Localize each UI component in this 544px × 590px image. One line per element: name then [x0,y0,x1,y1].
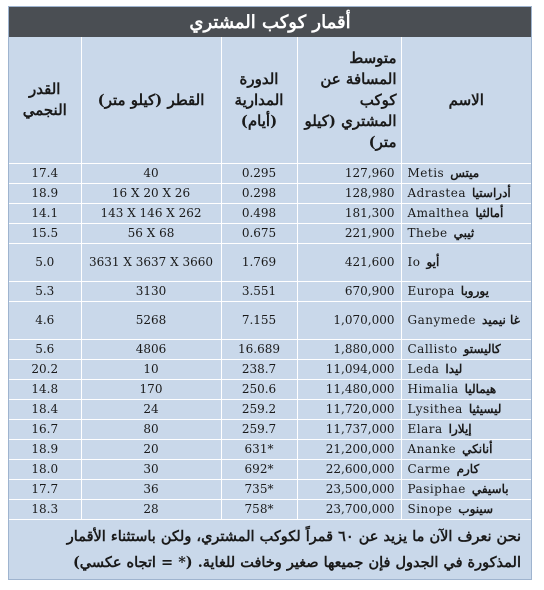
distance-cell: 21,200,000 [297,440,401,460]
magnitude-cell: 18.9 [9,440,81,460]
table-row [9,380,531,400]
moon-name-arabic: إيلارا [448,422,472,436]
moon-name-arabic: يوروبا [460,284,489,298]
moon-name-cell [401,224,531,244]
diameter-cell: 30 [81,460,221,480]
moon-name-cell [401,360,531,380]
moon-name-english: Himalia [407,382,459,396]
moon-name-arabic: كارم [456,462,480,476]
header-row [9,37,531,164]
moon-name-cell [401,302,531,340]
magnitude-cell: 18.3 [9,500,81,520]
period-cell: 259.2 [221,400,297,420]
table-row [9,184,531,204]
table-title: أقمار كوكب المشتري [9,7,531,37]
distance-cell: 11,737,000 [297,420,401,440]
magnitude-cell: 18.0 [9,460,81,480]
distance-cell: 1,880,000 [297,340,401,360]
diameter-cell: 36 [81,480,221,500]
diameter-cell: 40 [81,164,221,184]
diameter-cell: 24 [81,400,221,420]
moon-name-arabic: ميتس [450,166,480,180]
moon-name-arabic: سينوب [458,502,494,516]
moon-name-cell [401,244,531,282]
diameter-cell: 28 [81,500,221,520]
moon-name-cell [401,400,531,420]
table-row [9,500,531,520]
moon-name-cell [401,282,531,302]
header-distance: متوسط المسافة عن كوكب المشتري (كيلو متر) [297,37,401,164]
table-row [9,420,531,440]
diameter-cell: 143 X 146 X 262 [81,204,221,224]
period-cell: 758* [221,500,297,520]
magnitude-cell: 5.3 [9,282,81,302]
diameter-cell: 170 [81,380,221,400]
distance-cell: 23,700,000 [297,500,401,520]
moon-name-english: Carme [407,462,451,476]
moon-name-cell [401,420,531,440]
distance-cell: 11,094,000 [297,360,401,380]
header-period: الدورة المدارية (أيام) [221,37,297,164]
diameter-cell: 4806 [81,340,221,360]
magnitude-cell: 15.5 [9,224,81,244]
diameter-cell: 10 [81,360,221,380]
distance-cell: 11,480,000 [297,380,401,400]
magnitude-cell: 4.6 [9,302,81,340]
moon-name-cell [401,204,531,224]
table-row [9,360,531,380]
distance-cell: 128,980 [297,184,401,204]
diameter-cell: 3130 [81,282,221,302]
moon-name-english: Lysithea [407,402,463,416]
moon-name-arabic: أمالثيا [475,206,504,220]
period-cell: 3.551 [221,282,297,302]
moon-name-cell [401,480,531,500]
distance-cell: 181,300 [297,204,401,224]
moon-name-english: Ananke [407,442,457,456]
table-row [9,244,531,282]
table-row [9,204,531,224]
moon-name-english: Pasiphae [407,482,466,496]
magnitude-cell: 5.0 [9,244,81,282]
jupiter-moons-table [9,37,531,520]
moon-name-english: Callisto [407,342,458,356]
period-cell: 1.769 [221,244,297,282]
table-row [9,282,531,302]
moon-name-arabic: ليسيثيا [468,402,502,416]
magnitude-cell: 14.1 [9,204,81,224]
magnitude-cell: 20.2 [9,360,81,380]
moon-name-arabic: باسيفي [471,482,509,496]
period-cell: 735* [221,480,297,500]
moon-name-cell [401,164,531,184]
table-row [9,400,531,420]
distance-cell: 11,720,000 [297,400,401,420]
moon-name-arabic: أدراستيا [471,186,511,200]
moon-name-arabic: أنانكي [462,442,493,456]
header-magnitude: القدر النجمي [9,37,81,164]
moon-name-english: Adrastea [407,186,466,200]
magnitude-cell: 5.6 [9,340,81,360]
header-name: الاسم [401,37,531,164]
period-cell: 259.7 [221,420,297,440]
period-cell: 0.298 [221,184,297,204]
moon-name-cell [401,184,531,204]
moon-name-english: Leda [407,362,440,376]
distance-cell: 22,600,000 [297,460,401,480]
diameter-cell: 16 X 20 X 26 [81,184,221,204]
magnitude-cell: 17.7 [9,480,81,500]
magnitude-cell: 16.7 [9,420,81,440]
moon-name-arabic: كاليستو [463,342,501,356]
moon-name-english: Metis [407,166,445,180]
table-row [9,340,531,360]
moon-name-cell [401,460,531,480]
moon-name-cell [401,340,531,360]
header-diameter: القطر (كيلو متر) [81,37,221,164]
distance-cell: 127,960 [297,164,401,184]
moon-name-english: Thebe [407,226,448,240]
table-row [9,224,531,244]
moon-name-arabic: ليدا [445,362,463,376]
diameter-cell: 3631 X 3637 X 3660 [81,244,221,282]
period-cell: 250.6 [221,380,297,400]
moon-name-english: Sinope [407,502,453,516]
footer-note: نحن نعرف الآن ما يزيد عن ٦٠ قمراً لكوكب المشتري، ولكن باستثناء الأقمار المذكورة في الجدول فإن جميعها صغير وخافت للغاية. (* = اتجاه عكسي) [66,528,521,571]
magnitude-cell: 17.4 [9,164,81,184]
magnitude-cell: 18.9 [9,184,81,204]
table-row [9,480,531,500]
period-cell: 16.689 [221,340,297,360]
diameter-cell: 80 [81,420,221,440]
distance-cell: 1,070,000 [297,302,401,340]
distance-cell: 421,600 [297,244,401,282]
moon-name-arabic: ثيبي [453,226,475,240]
diameter-cell: 56 X 68 [81,224,221,244]
period-cell: 631* [221,440,297,460]
period-cell: 0.498 [221,204,297,224]
diameter-cell: 20 [81,440,221,460]
magnitude-cell: 14.8 [9,380,81,400]
moon-name-arabic: هيماليا [464,382,497,396]
moon-name-english: Elara [407,422,443,436]
distance-cell: 221,900 [297,224,401,244]
moon-name-english: Ganymede [407,313,477,327]
moon-name-english: Io [407,255,421,269]
moon-name-english: Amalthea [407,206,470,220]
diameter-cell: 5268 [81,302,221,340]
table-row [9,302,531,340]
period-cell: 7.155 [221,302,297,340]
distance-cell: 23,500,000 [297,480,401,500]
period-cell: 692* [221,460,297,480]
period-cell: 0.295 [221,164,297,184]
period-cell: 238.7 [221,360,297,380]
table-row [9,164,531,184]
magnitude-cell: 18.4 [9,400,81,420]
period-cell: 0.675 [221,224,297,244]
moons-table-panel [8,6,532,580]
moon-name-english: Europa [407,284,455,298]
moon-name-cell [401,500,531,520]
distance-cell: 670,900 [297,282,401,302]
moon-name-cell [401,440,531,460]
table-row [9,440,531,460]
moon-name-cell [401,380,531,400]
moon-name-arabic: غا نيميد [482,313,520,327]
moon-name-arabic: أيو [426,255,440,269]
table-row [9,460,531,480]
